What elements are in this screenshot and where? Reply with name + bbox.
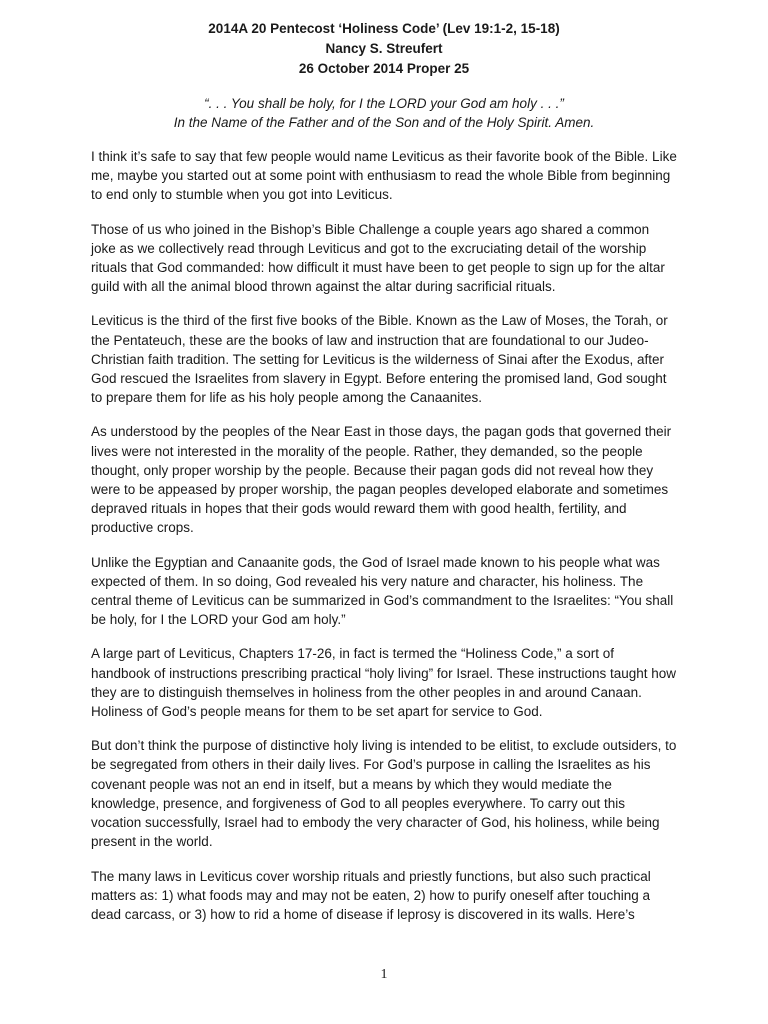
sermon-title: 2014A 20 Pentecost ‘Holiness Code’ (Lev 19:1-2, 15-18) [208, 21, 560, 36]
author-name: Nancy S. Streufert [325, 41, 443, 56]
sermon-date: 26 October 2014 Proper 25 [298, 61, 470, 76]
page-number: 1 [380, 967, 388, 982]
document-header [0, 19, 768, 79]
paragraph: The many laws in Leviticus cover worship rituals and priestly functions, but also such practical matters as: 1) what foods may and may not be eaten, 2) how to purify oneself after touching a dead carcass, or 3) how to rid a home of disease if leprosy is discovered in its walls. Here’s [91, 868, 651, 922]
paragraph: As understood by the peoples of the Near East in those days, the pagan gods that governed their lives were not interested in the morality of the people. Rather, they demanded, so the people thought, only proper worship by the people. Because their pagan gods did not reveal how they were to be appeased by proper worship, the pagan peoples developed elaborate and sometimes depraved rituals in hopes that their gods would reward them with good health, fertility, and productive crops. [91, 424, 672, 536]
scripture-quote: “. . . You shall be holy, for I the LORD your God am holy . . .” [204, 96, 564, 111]
sermon-body [91, 147, 677, 939]
epigraph [0, 94, 768, 132]
paragraph: Leviticus is the third of the first five books of the Bible. Known as the Law of Moses, the Torah, or the Pentateuch, these are the books of law and instruction that are foundational to our Judeo-Christian faith tradition. The setting for Leviticus is the wilderness of Sinai after the Exodus, after God rescued the Israelites from slavery in Egypt. Before entering the promised land, God sought to prepare them for life as his holy people among the Canaanites. [91, 313, 668, 406]
paragraph: A large part of Leviticus, Chapters 17-26, in fact is termed the “Holiness Code,” a sort of handbook of instructions prescribing practical “holy living” for Israel. These instructions taught how they are to distinguish themselves in holiness from the other peoples in and around Canaan. Holiness of God’s people means for them to be set apart for service to God. [91, 646, 677, 720]
paragraph: Unlike the Egyptian and Canaanite gods, the God of Israel made known to his people what was expected of them. In so doing, God revealed his very nature and character, his holiness. The central theme of Leviticus can be summarized in God’s commandment to the Israelites: “You shall be holy, for I the LORD your God am holy.” [91, 554, 674, 628]
paragraph: Those of us who joined in the Bishop’s Bible Challenge a couple years ago shared a common joke as we collectively read through Leviticus and got to the excruciating detail of the worship rituals that God commanded: how difficult it must have been to get people to sign up for the altar guild with all the animal blood thrown against the altar during sacrificial rituals. [91, 221, 665, 295]
invocation: In the Name of the Father and of the Son and of the Holy Spirit. Amen. [173, 115, 595, 130]
paragraph: But don’t think the purpose of distinctive holy living is intended to be elitist, to exclude outsiders, to be segregated from others in their daily lives. For God’s purpose in calling the Israelites as his covenant people was not an end in itself, but a means by which they would mediate the knowledge, presence, and forgiveness of God to all peoples everywhere. To carry out this vocation successfully, Israel had to embody the very character of God, his holiness, while being present in the world. [91, 738, 677, 850]
paragraph: I think it’s safe to say that few people would name Leviticus as their favorite book of the Bible. Like me, maybe you started out at some point with enthusiasm to read the whole Bible from beginning to end only to stumble when you got into Leviticus. [91, 149, 677, 203]
